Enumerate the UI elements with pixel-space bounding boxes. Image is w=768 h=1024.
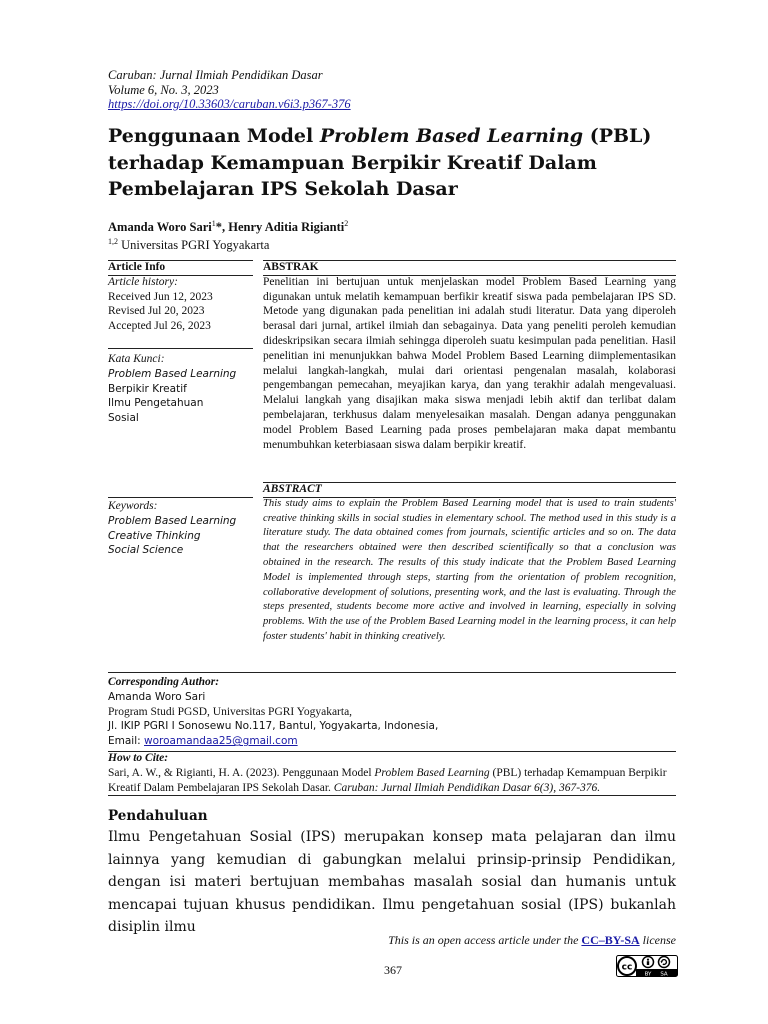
license-link[interactable]: CC–BY-SA [581, 933, 640, 947]
author-names: Amanda Woro Sari$^1$*, Henry Aditia Rigianti$^2$ [108, 219, 349, 234]
doi-link[interactable]: https://doi.org/10.33603/caruban.v6i3.p367-376 [108, 97, 351, 111]
corresponding-label: Corresponding Author: [108, 676, 220, 688]
kata-kunci-item: Berpikir Kreatif [108, 382, 187, 395]
corresponding-name: Amanda Woro Sari [108, 690, 206, 703]
article-info-heading: Article Info [108, 261, 166, 273]
keywords [108, 499, 236, 558]
cite-text: Sari, A. W., & Rigianti, H. A. (2023). Penggunaan Model Problem Based Learning (PBL) terhadap Kemampuan Berpikir Kreatif Dalam Pembelajaran IPS Sekolah Dasar. Caruban: Jurnal Ilmiah Pendidikan Dasar 6(3), 367-376. [108, 766, 667, 794]
authors-block [108, 217, 348, 252]
abstract-heading: ABSTRACT [263, 483, 322, 495]
badge-by-text: BY [644, 971, 652, 977]
keywords-label: Keywords: [108, 500, 158, 512]
kata-kunci-label: Kata Kunci: [108, 353, 165, 365]
license-note: This is an open access article under the CC–BY-SA license [388, 933, 676, 947]
corresponding-author: Corresponding Author: Amanda Woro Sari Program Studi PGSD, Universitas PGRI Yogyakarta, Jl. IKIP PGRI I Sonosewu No.117, Bantul, Yogyakarta, Indonesia, Email: woroamandaa25@gmail.com [108, 676, 439, 748]
article-title: Penggunaan Model Problem Based Learning (PBL) terhadap Kemampuan Berpikir Kreatif Dalam Pembelajaran IPS Sekolah Dasar [108, 125, 652, 200]
received-date: Received Jun 12, 2023 [108, 290, 213, 303]
table-rule [108, 672, 676, 673]
kata-kunci-item: Ilmu Pengetahuan [108, 397, 204, 410]
journal-volume: Volume 6, No. 3, 2023 [108, 82, 219, 97]
abstrak-heading: ABSTRAK [263, 261, 319, 273]
corresponding-address: Jl. IKIP PGRI I Sonosewu No.117, Bantul, Yogyakarta, Indonesia, [108, 720, 439, 733]
kata-kunci [108, 352, 236, 426]
keyword-item: Problem Based Learning [108, 514, 237, 527]
affiliation: $^{1,2}$ Universitas PGRI Yogyakarta [108, 236, 270, 252]
kata-kunci-item: Problem Based Learning [108, 367, 237, 380]
journal-header [108, 68, 351, 112]
table-rule [108, 348, 253, 349]
journal-name: Caruban: Jurnal Ilmiah Pendidikan Dasar [108, 68, 323, 82]
table-rule [108, 497, 253, 498]
revised-date: Revised Jul 20, 2023 [108, 305, 205, 318]
corresponding-dept: Program Studi PGSD, Universitas PGRI Yogyakarta, [108, 705, 353, 718]
cite-label: How to Cite: [108, 752, 169, 764]
history-label: Article history: [108, 275, 178, 288]
accepted-date: Accepted Jul 26, 2023 [108, 320, 211, 333]
email-link[interactable]: woroamandaa25@gmail.com [144, 735, 298, 748]
badge-cc-text: cc [621, 962, 633, 973]
cc-by-sa-badge-icon[interactable] [616, 955, 678, 977]
abstrak-section [263, 260, 676, 452]
section-heading: Pendahuluan [108, 808, 208, 824]
article-info [108, 260, 213, 334]
kata-kunci-item: Sosial [108, 412, 139, 425]
abstract-section [263, 482, 676, 645]
page-number: 367 [384, 963, 402, 977]
keyword-item: Social Science [108, 544, 184, 557]
badge-sa-text: SA [660, 971, 668, 977]
keyword-item: Creative Thinking [108, 529, 201, 542]
abstract-text: This study aims to explain the Problem Based Learning model that is used to train students' creative thinking skills in social studies in elementary school. The method used in this study is a literature study. The data obtained comes from journals, scientific articles and so on. The data that the researchers obtained were then described scientifically so that a conclusion was obtained in the research. The results of this study indicate that the Problem Based Learning Model is implemented through steps, starting from the orientation of problem recognition, collaborative development of solutions, presenting work, and the last is evaluating. Through the steps presented, students become more active and involved in learning, especially in solving problems. With the use of the Problem Based Learning model in the learning process, it can help foster students' habit in thinking creatively. [263, 497, 676, 642]
section-body: Ilmu Pengetahuan Sosial (IPS) merupakan konsep mata pelajaran dan ilmu lainnya yang kemudian di gabungkan melalui prinsip-prinsip Pendidikan, dengan isi materi bertujuan membahas masalah sosial dan humanis untuk mencapai tujuan khusus pendidikan. Ilmu pengetahuan sosial (IPS) bukanlah disiplin ilmu [108, 829, 676, 935]
abstrak-text: Penelitian ini bertujuan untuk menjelaskan model Problem Based Learning yang digunakan untuk melatih kemampuan berfikir kreatif siswa pada pembelajaran IPS SD. Metode yang digunakan pada penelitian ini adalah studi literatur. Data yang diperoleh berasal dari jurnal, artikel ilmiah dan sebagainya. Data yang peneliti peroleh kemudian dideskripsikan secara ilmiah sehingga diperoleh suatu kesimpulan pada penelitian. Hasil penelitian ini menunjukkan bahwa Model Problem Based Learning diimplementasikan melalui langkah-langkah, mulai dari orientasi pengenalan masalah, kolaborasi pengembangan pemecahan, meyajikan karya, dan yang terakhir adalah mengevaluasi. Melalui langkah yang disajikan maka siswa menjadi lebih aktif dan terlibat dalam pembelajaran, terkhusus dalam menyelesaikan masalah. Dengan adanya penggunakan model Problem Based Learning pada proses pembelajaran maka dapat membantu menumbuhkan keterbiasaan siswa dalam berpikir kreatif. [263, 275, 676, 451]
how-to-cite [108, 751, 676, 795]
